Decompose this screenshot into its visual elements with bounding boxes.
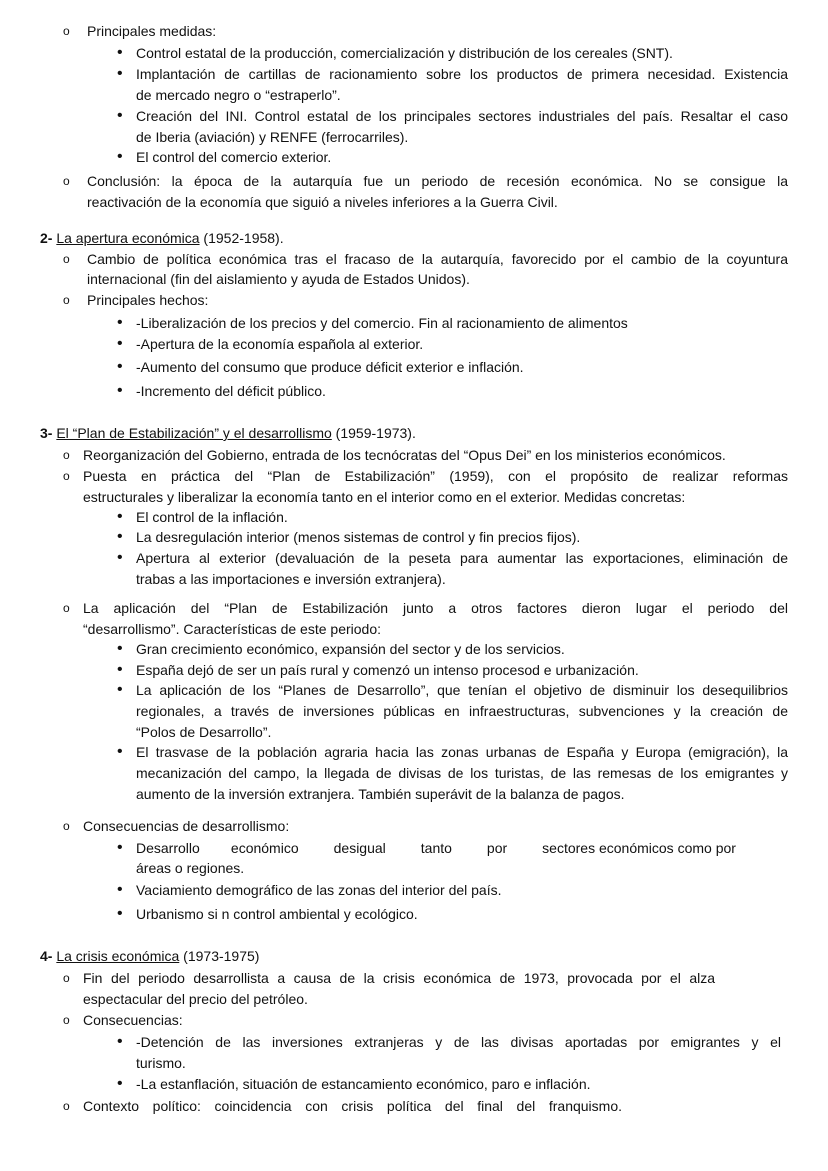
paragraph: Reorganización del Gobierno, entrada de los tecnócratas del “Opus Dei” en los ministerios económicos. — [83, 447, 726, 463]
circle-bullet: o — [63, 1013, 70, 1027]
bullet: • — [117, 1033, 123, 1050]
consecuencias-label: Consecuencias: — [83, 1012, 183, 1028]
section-heading-4 — [40, 946, 259, 966]
list-item-continued: de mercado negro o “estraperlo”. — [136, 87, 341, 103]
list-item-continued: áreas o regiones. — [136, 860, 245, 876]
circle-bullet: o — [63, 293, 70, 307]
circle-bullet: o — [63, 174, 70, 188]
list-item: Implantación de cartillas de racionamiento sobre los productos de primera necesidad. Existencia — [136, 66, 788, 82]
list-item: Desarrollo económico desigual tanto por sectores económicos como por — [136, 840, 736, 856]
bullet: • — [117, 65, 123, 82]
list-item: -Liberalización de los precios y del comercio. Fin al racionamiento de alimentos — [136, 315, 628, 331]
bullet: • — [117, 508, 123, 525]
consecuencias-label: Consecuencias de desarrollismo: — [83, 818, 290, 834]
paragraph: La aplicación del “Plan de Estabilización junto a otros factores dieron lugar el periodo del — [83, 600, 788, 616]
conclusion-text-continued: reactivación de la economía que siguió a niveles inferiores a la Guerra Civil. — [87, 194, 558, 210]
list-item: -La estanflación, situación de estancamiento económico, paro e inflación. — [136, 1076, 591, 1092]
list-item-continued: mecanización del campo, la llegada de divisas de los turistas, de las remesas de los emigrantes y — [136, 765, 788, 781]
section-number: 3- — [40, 425, 53, 441]
section-number: 2- — [40, 230, 53, 246]
circle-bullet: o — [63, 971, 70, 985]
section-heading-2 — [40, 228, 284, 248]
bullet: • — [117, 640, 123, 657]
section-years: (1959-1973). — [331, 425, 416, 441]
list-item-continued: aumento de la inversión extranjera. También superávit de la balanza de pagos. — [136, 786, 625, 802]
bullet: • — [117, 358, 123, 375]
bullet: • — [117, 839, 123, 856]
list-item: El control del comercio exterior. — [136, 149, 332, 165]
circle-bullet: o — [63, 819, 70, 833]
list-item: Creación del INI. Control estatal de los principales sectores industriales del país. Resaltar el caso — [136, 108, 788, 124]
section-years: (1973-1975) — [179, 948, 260, 964]
bullet: • — [117, 314, 123, 331]
list-item: -Detención de las inversiones extranjeras y de las divisas aportadas por emigrantes y el — [136, 1034, 781, 1050]
list-item: El control de la inflación. — [136, 509, 288, 525]
bullet: • — [117, 661, 123, 678]
paragraph-continued: espectacular del precio del petróleo. — [83, 991, 308, 1007]
circle-bullet: o — [63, 1099, 70, 1113]
bullet: • — [117, 44, 123, 61]
bullet: • — [117, 107, 123, 124]
paragraph-continued: estructurales y liberalizar la economía tanto en el interior como en el exterior. Medidas concretas: — [83, 489, 686, 505]
list-item: España dejó de ser un país rural y comenzó un intenso procesod e urbanización. — [136, 662, 639, 678]
list-item: -Apertura de la economía española al exterior. — [136, 336, 424, 352]
section-title: La crisis económica — [56, 948, 180, 964]
list-item-continued: de Iberia (aviación) y RENFE (ferrocarriles). — [136, 129, 409, 145]
list-item-continued: trabas a las importaciones e inversión extranjera). — [136, 571, 446, 587]
list-item: Apertura al exterior (devaluación de la peseta para aumentar las exportaciones, eliminación de — [136, 550, 788, 566]
list-item-continued: regionales, a través de inversiones públicas en infraestructuras, subvenciones y la creación de — [136, 703, 788, 719]
section-heading-3 — [40, 423, 416, 443]
bullet: • — [117, 549, 123, 566]
paragraph: Puesta en práctica del “Plan de Estabilización” (1959), con el propósito de realizar reformas — [83, 468, 788, 484]
section-years: (1952-1958). — [199, 230, 284, 246]
circle-bullet: o — [63, 601, 70, 615]
bullet: • — [117, 335, 123, 352]
paragraph-continued: “desarrollismo”. Características de este periodo: — [83, 621, 382, 637]
paragraph: Contexto político: coincidencia con crisis política del final del franquismo. — [83, 1098, 622, 1114]
bullet: • — [117, 1075, 123, 1092]
list-item-continued: turismo. — [136, 1055, 186, 1071]
bullet: • — [117, 881, 123, 898]
bullet: • — [117, 905, 123, 922]
list-item: Urbanismo si n control ambiental y ecológico. — [136, 906, 418, 922]
list-item: La aplicación de los “Planes de Desarrollo”, que tenían el objetivo de disminuir los desequilibrios — [136, 682, 788, 698]
section-number: 4- — [40, 948, 53, 964]
bullet: • — [117, 528, 123, 545]
list-item: -Aumento del consumo que produce déficit exterior e inflación. — [136, 359, 524, 375]
paragraph: Cambio de política económica tras el fracaso de la autarquía, favorecido por el cambio de la coyuntura — [87, 251, 788, 267]
list-item: Control estatal de la producción, comercialización y distribución de los cereales (SNT). — [136, 45, 673, 61]
list-item: Gran crecimiento económico, expansión del sector y de los servicios. — [136, 641, 565, 657]
circle-bullet: o — [63, 469, 70, 483]
list-item-continued: “Polos de Desarrollo”. — [136, 724, 272, 740]
paragraph: Fin del periodo desarrollista a causa de la crisis económica de 1973, provocada por el alza — [83, 970, 715, 986]
conclusion-text: Conclusión: la época de la autarquía fue un periodo de recesión económica. No se consigue la — [87, 173, 788, 189]
principales-medidas-label: Principales medidas: — [87, 23, 217, 39]
circle-bullet: o — [63, 252, 70, 266]
principales-hechos-label: Principales hechos: — [87, 292, 209, 308]
paragraph-continued: internacional (fin del aislamiento y ayuda de Estados Unidos). — [87, 271, 470, 287]
list-item: Vaciamiento demográfico de las zonas del interior del país. — [136, 882, 502, 898]
section-title: La apertura económica — [56, 230, 200, 246]
bullet: • — [117, 382, 123, 399]
bullet: • — [117, 148, 123, 165]
list-item: -Incremento del déficit público. — [136, 383, 326, 399]
bullet: • — [117, 743, 123, 760]
section-title: El “Plan de Estabilización” y el desarrollismo — [56, 425, 332, 441]
circle-bullet: o — [63, 24, 70, 38]
list-item: La desregulación interior (menos sistemas de control y fin precios fijos). — [136, 529, 581, 545]
circle-bullet: o — [63, 448, 70, 462]
list-item: El trasvase de la población agraria hacia las zonas urbanas de España y Europa (emigración), la — [136, 744, 788, 760]
bullet: • — [117, 681, 123, 698]
